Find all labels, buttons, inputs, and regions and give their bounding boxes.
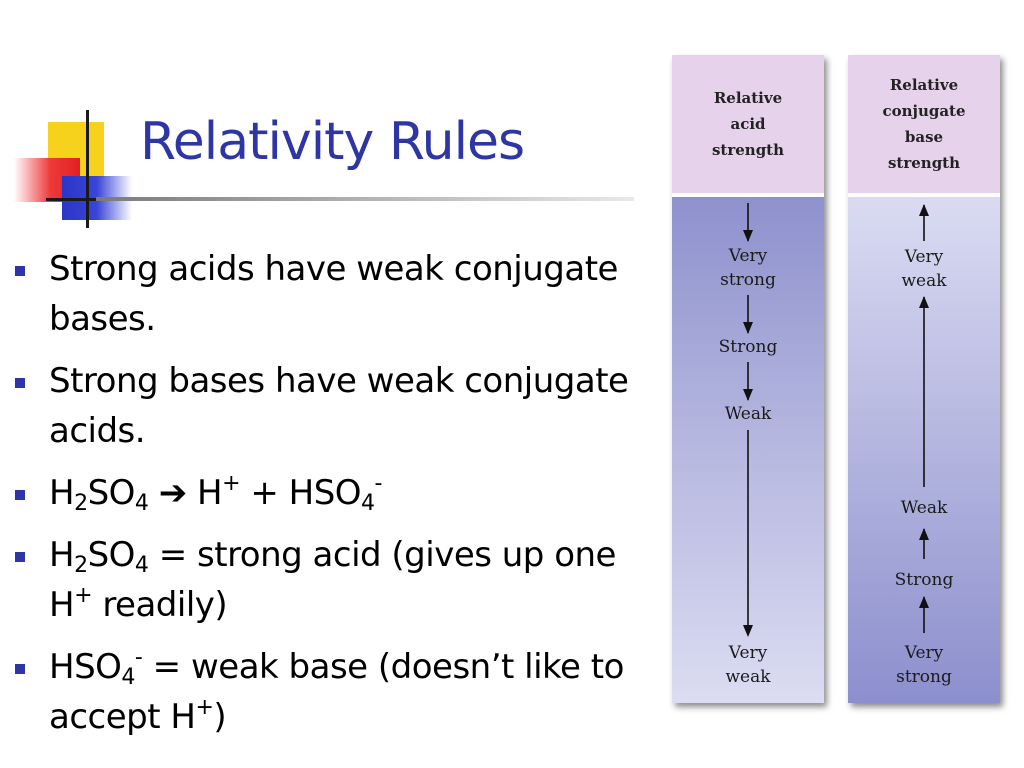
acid-label-very-strong: Very strong	[720, 246, 776, 290]
bullet-square-icon	[15, 490, 25, 500]
header-line: strength	[887, 154, 961, 172]
slide-logo-decoration	[0, 0, 140, 230]
header-line: strength	[711, 141, 785, 159]
bullet-item	[12, 468, 662, 518]
bullet-text: Strong acids have weak conjugate bases.	[49, 249, 618, 339]
slide-title: Relativity Rules	[140, 112, 525, 172]
bullet-square-icon	[15, 266, 25, 276]
bullet-item	[12, 244, 662, 344]
bullet-text: $H_2SO_4$ ➔ $H^+ + HSO_4^-$	[49, 471, 382, 516]
up-arrows-icon	[848, 55, 1000, 703]
header-line: Relative	[889, 76, 959, 94]
bullet-square-icon	[15, 378, 25, 388]
acid-label-very-weak: Very weak	[725, 643, 771, 687]
bullet-text: $H_2SO_4$ = strong acid (gives up one H+ readily)	[49, 535, 616, 625]
base-label-strong: Strong	[894, 570, 954, 590]
acid-strength-column	[672, 55, 824, 703]
bullet-item	[12, 356, 662, 456]
base-strength-column	[848, 55, 1000, 703]
bullet-square-icon	[15, 664, 25, 674]
header-line: conjugate	[882, 102, 966, 120]
header-line: acid	[730, 115, 766, 133]
base-label-very-strong: Very strong	[896, 643, 952, 687]
base-label-very-weak: Very weak	[901, 247, 947, 291]
header-line: base	[904, 128, 944, 146]
bullet-text: $HSO_4^-$ = weak base (doesn’t like to accept H+)	[49, 645, 624, 737]
down-arrows-icon	[672, 55, 824, 703]
acid-label-weak: Weak	[724, 404, 772, 424]
bullet-text: Strong bases have weak conjugate acids.	[49, 361, 629, 451]
title-underline	[96, 197, 634, 201]
acid-label-strong: Strong	[718, 337, 778, 357]
bullet-item	[12, 642, 662, 742]
acid-base-strength-figure	[660, 55, 1008, 711]
base-label-weak: Weak	[900, 498, 948, 518]
bullet-square-icon	[15, 552, 25, 562]
logo-vertical-line	[86, 110, 89, 228]
bullet-list	[12, 244, 662, 754]
bullet-item	[12, 530, 662, 630]
header-line: Relative	[713, 89, 783, 107]
